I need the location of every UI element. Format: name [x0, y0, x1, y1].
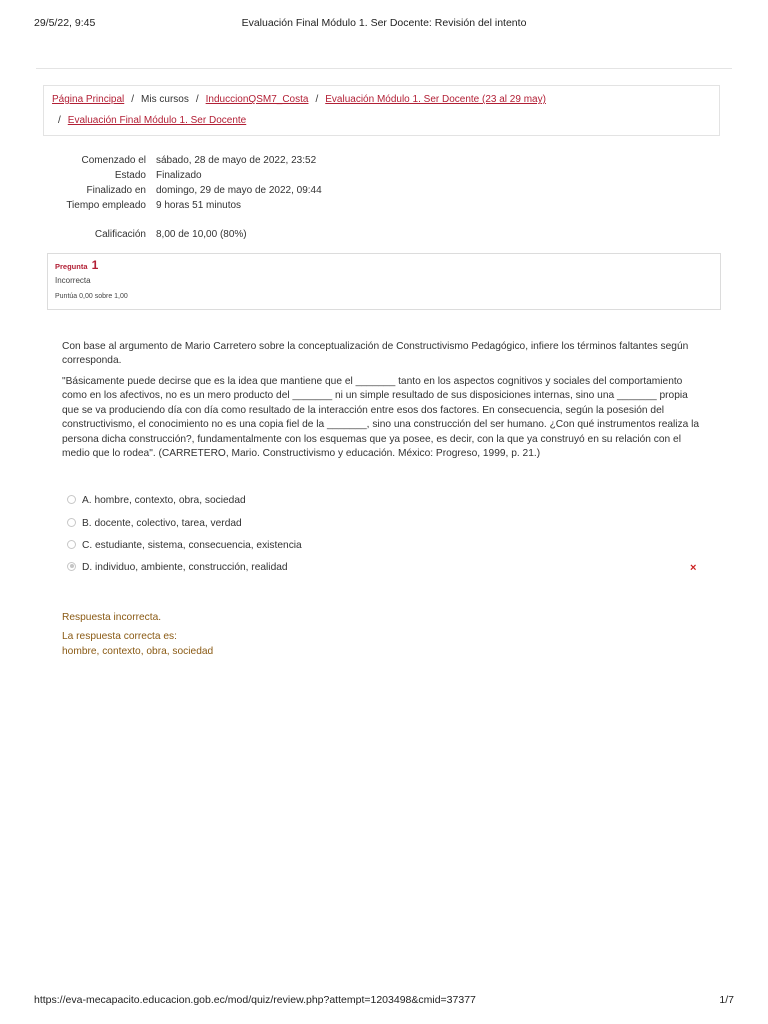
question-grade: Puntúa 0,00 sobre 1,00 [55, 293, 128, 300]
breadcrumb-separator: / [195, 94, 199, 105]
summary-value: sábado, 28 de mayo de 2022, 23:52 [156, 155, 317, 166]
radio-button[interactable] [67, 518, 76, 527]
summary-label: Estado [114, 170, 146, 181]
print-page-number: 1/7 [719, 994, 734, 1006]
question-number-value: 1 [91, 258, 99, 272]
radio-button[interactable] [67, 540, 76, 549]
breadcrumb-line-2 [58, 115, 246, 126]
breadcrumb-my-courses: Mis cursos [141, 94, 189, 105]
summary-label: Calificación [94, 229, 146, 240]
radio-button-selected[interactable] [67, 562, 76, 571]
answer-option-b[interactable] [67, 518, 242, 534]
answer-option-a[interactable] [67, 495, 246, 511]
incorrect-x-icon: × [690, 562, 697, 574]
question-intro-text: Con base al argumento de Mario Carretero sobre la conceptualización de Constructivismo Pedagógico, infiere los términos faltantes según corresponda. [62, 341, 689, 367]
answer-option-c[interactable] [67, 540, 302, 556]
breadcrumb-separator: / [131, 94, 135, 105]
question-quote-text: "Básicamente puede decirse que es la idea que mantiene que el _______ tanto en los aspectos cognitivos y sociales del comportamiento como en los afectivos, no es un mero producto del _______ ni un simple resultado de sus disposiciones internas, sino una _______ propia que se va produciendo día con día como resultado de la interacción entre esos dos factores. En consecuencia, según la posesión del constructivismo, el conocimiento no es una copia fiel de la _______, sino una construcción del ser humano. ¿Con qué instrumentos realiza la persona dicha construcción?, fundamentalmente con los esquemas que ya posee, es decir, con la que ya construyó en su relación con el medio que lo rodea". (CARRETERO, Mario. Constructivismo y educación. México: Progreso, 1999, p. 21.) [62, 376, 700, 460]
print-datetime: 29/5/22, 9:45 [34, 17, 96, 29]
summary-label: Comenzado el [81, 155, 146, 166]
answer-label: D. individuo, ambiente, construcción, realidad [82, 562, 288, 573]
breadcrumb-section-link[interactable]: Evaluación Módulo 1. Ser Docente (23 al 29 may) [325, 94, 546, 105]
breadcrumb-separator: / [315, 94, 319, 105]
summary-value: Finalizado [156, 170, 202, 181]
print-page-title: Evaluación Final Módulo 1. Ser Docente: Revisión del intento [241, 17, 527, 29]
summary-value: 9 horas 51 minutos [156, 200, 242, 211]
answer-label: B. docente, colectivo, tarea, verdad [82, 518, 242, 529]
breadcrumb-course-link[interactable]: InduccionQSM7_Costa [205, 94, 309, 105]
answer-label: A. hombre, contexto, obra, sociedad [82, 495, 246, 506]
question-info-box [47, 253, 721, 310]
print-url: https://eva-mecapacito.educacion.gob.ec/mod/quiz/review.php?attempt=1203498&cmid=37377 [34, 994, 476, 1006]
feedback-correct-label: La respuesta correcta es: [62, 631, 177, 642]
summary-value: 8,00 de 10,00 (80%) [156, 229, 247, 240]
summary-label: Finalizado en [86, 185, 146, 196]
feedback-correct-answer: hombre, contexto, obra, sociedad [62, 646, 214, 657]
breadcrumb-home-link[interactable]: Página Principal [52, 94, 125, 105]
breadcrumb-separator: / [58, 115, 61, 126]
answer-option-d[interactable] [67, 562, 288, 578]
breadcrumb-quiz-link[interactable]: Evaluación Final Módulo 1. Ser Docente [67, 115, 247, 126]
feedback-result: Respuesta incorrecta. [62, 612, 162, 623]
summary-label: Tiempo empleado [66, 200, 146, 211]
breadcrumb-line-1 [52, 94, 546, 105]
question-state: Incorrecta [55, 276, 91, 285]
answer-label: C. estudiante, sistema, consecuencia, existencia [82, 540, 302, 551]
print-header [0, 17, 768, 31]
question-label: Pregunta [55, 262, 88, 271]
question-number [55, 258, 98, 272]
summary-value: domingo, 29 de mayo de 2022, 09:44 [156, 185, 322, 196]
radio-button[interactable] [67, 495, 76, 504]
breadcrumb [43, 85, 720, 136]
header-divider [36, 68, 732, 69]
